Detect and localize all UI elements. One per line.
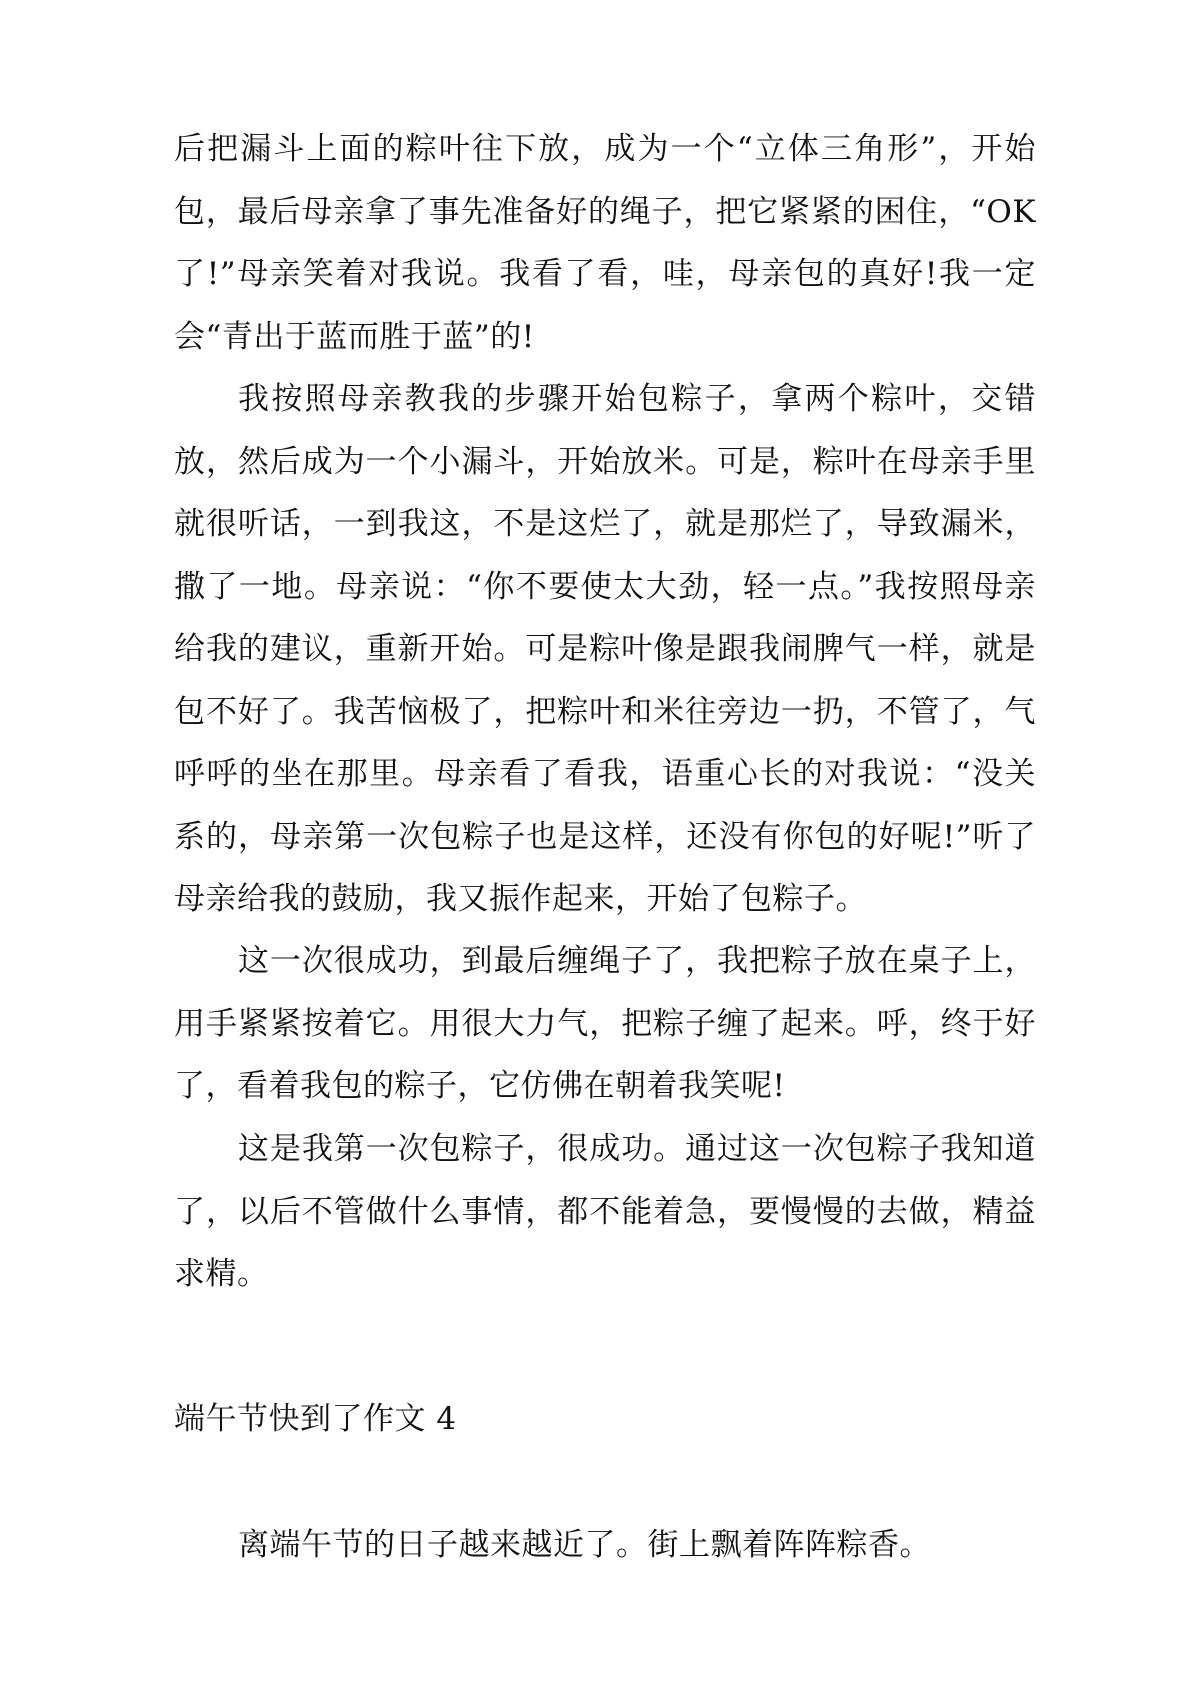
paragraph-continued: 后把漏斗上面的粽叶往下放，成为一个“立体三角形”，开始包，最后母亲拿了事先准备好的绳子，把它紧紧的困住，“OK了!”母亲笑着对我说。我看了看，哇，母亲包的真好!我一定会“青出于蓝而胜于蓝”的! — [174, 131, 1036, 355]
paragraph-lesson: 这是我第一次包粽子，很成功。通过这一次包粽子我知道了，以后不管做什么事情，都不能着急，要慢慢的去做，精益求精。 — [174, 1131, 1036, 1292]
paragraph-opening: 离端午节的日子越来越近了。街上飘着阵阵粽香。 — [238, 1527, 931, 1563]
paragraph-learning-to-wrap: 我按照母亲教我的步骤开始包粽子，拿两个粽叶，交错放，然后成为一个小漏斗，开始放米。可是，粽叶在母亲手里就很听话，一到我这，不是这烂了，就是那烂了，导致漏米，撒了一地。母亲说：“你不要使太大劲，轻一点。”我按照母亲给我的建议，重新开始。可是粽叶像是跟我闹脾气一样，就是包不好了。我苦恼极了，把粽叶和米往旁边一扔，不管了，气呼呼的坐在那里。母亲看了看我，语重心长的对我说：“没关系的，母亲第一次包粽子也是这样，还没有你包的好呢!”听了母亲给我的鼓励，我又振作起来，开始了包粽子。 — [174, 381, 1036, 917]
essay-heading: 端午节快到了作文 4 — [174, 1401, 457, 1437]
paragraph-success: 这一次很成功，到最后缠绳子了，我把粽子放在桌子上，用手紧紧按着它。用很大力气，把粽子缠了起来。呼，终于好了，看着我包的粽子，它仿佛在朝着我笑呢! — [174, 943, 1036, 1104]
